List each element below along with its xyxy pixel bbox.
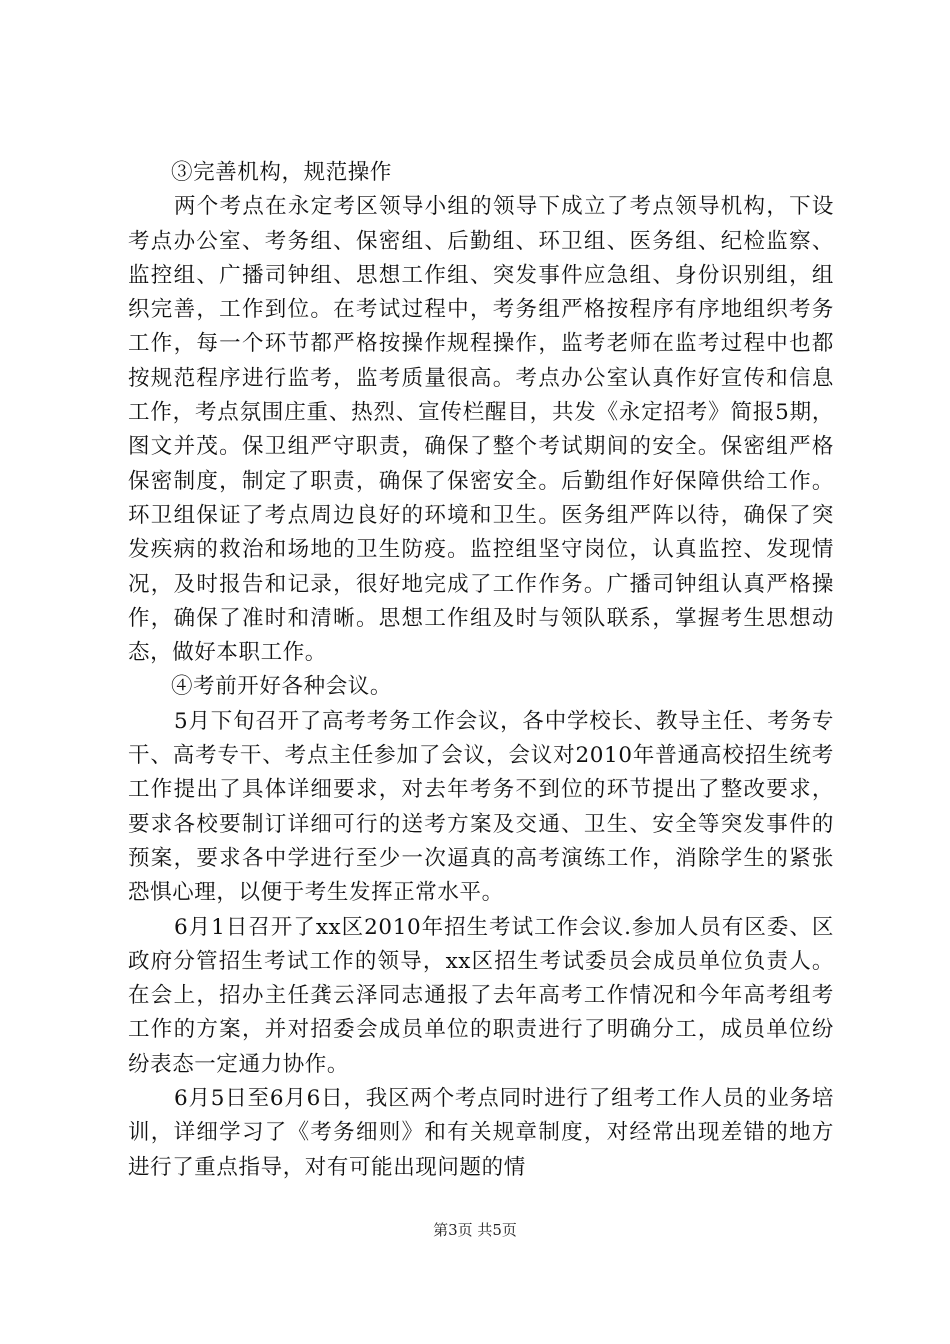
section-heading-3: ③完善机构，规范操作 <box>171 160 393 185</box>
paragraph-may-meeting: 5月下旬召开了高考考务工作会议，各中学校长、教导主任、考务专干、高考专干、考点主任参加了会议，会议对2010年普通高校招生统考工作提出了具体详细要求，对去年考务不到位的环节提出了整改要求，要求各校要制订详细可行的送考方案及交通、卫生、安全等突发事件的预案，要求各中学进行至少一次逼真的高考演练工作，消除学生的紧张恐惧心理，以便于考生发挥正常水平。 <box>128 708 834 906</box>
section-heading-4: ④考前开好各种会议。 <box>171 674 393 700</box>
paragraph-june-5-training: 6月5日至6月6日，我区两个考点同时进行了组考工作人员的业务培训，详细学习了《考务细则》和有关规章制度，对经常出现差错的地方进行了重点指导，对有可能出现问题的情 <box>128 1086 834 1180</box>
paragraph-organization: 两个考点在永定考区领导小组的领导下成立了考点领导机构，下设考点办公室、考务组、保密组、后勤组、环卫组、医务组、纪检监察、监控组、广播司钟组、思想工作组、突发事件应急组、身份识别组，组织完善，工作到位。在考试过程中，考务组严格按程序有序地组织考务工作，每一个环节都严格按操作规程操作，监考老师在监考过程中也都按规范程序进行监考，监考质量很高。考点办公室认真作好宣传和信息工作，考点氛围庄重、热烈、宣传栏醒目，共发《永定招考》简报5期，图文并茂。保卫组严守职责，确保了整个考试期间的安全。保密组严格保密制度，制定了职责，确保了保密安全。后勤组作好保障供给工作。环卫组保证了考点周边良好的环境和卫生。医务组严阵以待，确保了突发疾病的救治和场地的卫生防疫。监控组坚守岗位，认真监控、发现情况，及时报告和记录，很好地完成了工作作务。广播司钟组认真严格操作，确保了准时和清晰。思想工作组及时与领队联系，掌握考生思想动态，做好本职工作。 <box>128 194 834 666</box>
page-footer: 第3页 共5页 <box>433 1221 517 1239</box>
document-body <box>128 156 834 1185</box>
paragraph-june-1-meeting: 6月1日召开了xx区2010年招生考试工作会议.参加人员有区委、区政府分管招生考试工作的领导，xx区招生考试委员会成员单位负责人。在会上，招办主任龚云泽同志通报了去年高考工作情况和今年高考组考工作的方案，并对招委会成员单位的职责进行了明确分工，成员单位纷纷表态一定通力协作。 <box>128 914 834 1077</box>
